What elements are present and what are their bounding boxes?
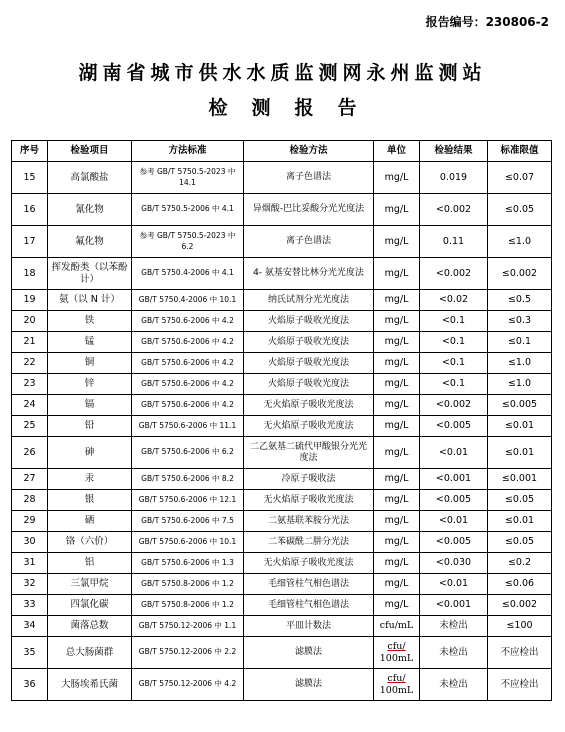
cell-standard: GB/T 5750.12-2006 中 1.1 xyxy=(132,616,244,637)
cell-no: 23 xyxy=(12,374,48,395)
cell-result: <0.005 xyxy=(420,416,488,437)
cell-limit: ≤0.01 xyxy=(488,511,552,532)
header-item: 检验项目 xyxy=(48,141,132,162)
cell-no: 21 xyxy=(12,332,48,353)
table-row xyxy=(12,511,552,532)
cell-method: 二乙氨基二硫代甲酸银分光光度法 xyxy=(244,437,374,469)
cell-unit: mg/L xyxy=(374,258,420,290)
cell-standard: GB/T 5750.4-2006 中 4.1 xyxy=(132,258,244,290)
cell-unit: mg/L xyxy=(374,311,420,332)
cell-limit: ≤0.01 xyxy=(488,416,552,437)
cell-standard: GB/T 5750.6-2006 中 4.2 xyxy=(132,353,244,374)
cell-item: 银 xyxy=(48,490,132,511)
cell-limit: ≤0.5 xyxy=(488,290,552,311)
cell-result: <0.001 xyxy=(420,469,488,490)
unit-fraction xyxy=(380,641,413,665)
table-row xyxy=(12,437,552,469)
cell-method: 二苯碳酰二肼分光法 xyxy=(244,532,374,553)
cell-method: 火焰原子吸收光度法 xyxy=(244,374,374,395)
cell-unit: mg/L xyxy=(374,490,420,511)
cell-limit: ≤0.002 xyxy=(488,258,552,290)
cell-standard: GB/T 5750.6-2006 中 7.5 xyxy=(132,511,244,532)
table-row xyxy=(12,669,552,701)
cell-unit: mg/L xyxy=(374,553,420,574)
cell-unit: mg/L xyxy=(374,162,420,194)
cell-no: 16 xyxy=(12,194,48,226)
cell-standard: GB/T 5750.6-2006 中 11.1 xyxy=(132,416,244,437)
cell-item: 氟化物 xyxy=(48,226,132,258)
cell-result: 0.11 xyxy=(420,226,488,258)
table-header-row xyxy=(12,141,552,162)
header-method: 检验方法 xyxy=(244,141,374,162)
cell-method: 毛细管柱气相色谱法 xyxy=(244,595,374,616)
cell-result: <0.01 xyxy=(420,511,488,532)
cell-method: 异烟酸-巴比妥酸分光光度法 xyxy=(244,194,374,226)
cell-item: 汞 xyxy=(48,469,132,490)
table-row xyxy=(12,416,552,437)
cell-standard: GB/T 5750.6-2006 中 12.1 xyxy=(132,490,244,511)
cell-item: 锰 xyxy=(48,332,132,353)
cell-limit: ≤0.01 xyxy=(488,437,552,469)
cell-result: <0.1 xyxy=(420,332,488,353)
cell-item: 挥发酚类（以苯酚计） xyxy=(48,258,132,290)
cell-item: 铁 xyxy=(48,311,132,332)
cell-no: 19 xyxy=(12,290,48,311)
report-number: 报告编号：230806-2 xyxy=(425,15,549,29)
cell-limit: ≤0.3 xyxy=(488,311,552,332)
cell-result: 0.019 xyxy=(420,162,488,194)
cell-item: 氨（以 N 计） xyxy=(48,290,132,311)
cell-no: 33 xyxy=(12,595,48,616)
table-row xyxy=(12,553,552,574)
report-title: 湖南省城市供水水质监测网永州监测站 xyxy=(78,62,487,84)
cell-unit: mg/L xyxy=(374,574,420,595)
cell-limit: ≤0.06 xyxy=(488,574,552,595)
cell-method: 二氨基联苯胺分光法 xyxy=(244,511,374,532)
cell-result: <0.01 xyxy=(420,574,488,595)
cell-limit: 不应检出 xyxy=(488,669,552,701)
cell-no: 36 xyxy=(12,669,48,701)
cell-method: 火焰原子吸收光度法 xyxy=(244,311,374,332)
cell-item: 三氯甲烷 xyxy=(48,574,132,595)
table-row xyxy=(12,226,552,258)
header-no: 序号 xyxy=(12,141,48,162)
table-row xyxy=(12,162,552,194)
table-row xyxy=(12,258,552,290)
table-row xyxy=(12,332,552,353)
cell-no: 25 xyxy=(12,416,48,437)
cell-method: 滤膜法 xyxy=(244,637,374,669)
cell-item: 锌 xyxy=(48,374,132,395)
cell-method: 火焰原子吸收光度法 xyxy=(244,332,374,353)
cell-unit: mg/L xyxy=(374,194,420,226)
cell-result: <0.002 xyxy=(420,194,488,226)
unit-denominator: 100mL xyxy=(379,684,414,696)
cell-method: 毛细管柱气相色谱法 xyxy=(244,574,374,595)
cell-result: 未检出 xyxy=(420,616,488,637)
table-row xyxy=(12,490,552,511)
cell-unit: mg/L xyxy=(374,290,420,311)
cell-item: 菌落总数 xyxy=(48,616,132,637)
cell-no: 24 xyxy=(12,395,48,416)
header-limit: 标准限值 xyxy=(488,141,552,162)
cell-limit: 不应检出 xyxy=(488,637,552,669)
cell-item: 铅 xyxy=(48,416,132,437)
cell-unit: mg/L xyxy=(374,332,420,353)
cell-result: 未检出 xyxy=(420,669,488,701)
cell-result: <0.030 xyxy=(420,553,488,574)
cell-result: 未检出 xyxy=(420,637,488,669)
cell-limit: ≤0.05 xyxy=(488,532,552,553)
cell-no: 27 xyxy=(12,469,48,490)
cell-no: 20 xyxy=(12,311,48,332)
results-table xyxy=(11,140,552,701)
cell-no: 31 xyxy=(12,553,48,574)
cell-standard: GB/T 5750.6-2006 中 10.1 xyxy=(132,532,244,553)
cell-item: 镉 xyxy=(48,395,132,416)
cell-standard: GB/T 5750.6-2006 中 4.2 xyxy=(132,374,244,395)
cell-method: 无火焰原子吸收光度法 xyxy=(244,395,374,416)
table-row xyxy=(12,290,552,311)
cell-standard: GB/T 5750.5-2006 中 4.1 xyxy=(132,194,244,226)
cell-limit: ≤0.05 xyxy=(488,194,552,226)
cell-standard: GB/T 5750.8-2006 中 1.2 xyxy=(132,574,244,595)
table-row xyxy=(12,574,552,595)
cell-method: 火焰原子吸收光度法 xyxy=(244,353,374,374)
table-row xyxy=(12,311,552,332)
cell-standard: GB/T 5750.6-2006 中 6.2 xyxy=(132,437,244,469)
cell-method: 纳氏试剂分光光度法 xyxy=(244,290,374,311)
report-subtitle: 检测报告 xyxy=(208,97,381,119)
cell-item: 砷 xyxy=(48,437,132,469)
cell-standard: GB/T 5750.8-2006 中 1.2 xyxy=(132,595,244,616)
cell-result: <0.001 xyxy=(420,595,488,616)
cell-standard: GB/T 5750.6-2006 中 4.2 xyxy=(132,311,244,332)
header-standard: 方法标准 xyxy=(132,141,244,162)
cell-unit: mg/L xyxy=(374,511,420,532)
cell-no: 30 xyxy=(12,532,48,553)
cell-limit: ≤0.001 xyxy=(488,469,552,490)
cell-method: 滤膜法 xyxy=(244,669,374,701)
cell-result: <0.005 xyxy=(420,532,488,553)
cell-no: 28 xyxy=(12,490,48,511)
cell-method: 无火焰原子吸收光度法 xyxy=(244,553,374,574)
table-row xyxy=(12,194,552,226)
cell-standard: GB/T 5750.4-2006 中 10.1 xyxy=(132,290,244,311)
table-row xyxy=(12,637,552,669)
table-row xyxy=(12,395,552,416)
cell-method: 平皿计数法 xyxy=(244,616,374,637)
table-row xyxy=(12,353,552,374)
cell-item: 铬（六价） xyxy=(48,532,132,553)
cell-standard: 参考 GB/T 5750.5-2023 中 14.1 xyxy=(132,162,244,194)
cell-item: 铝 xyxy=(48,553,132,574)
cell-standard: GB/T 5750.6-2006 中 4.2 xyxy=(132,395,244,416)
cell-no: 29 xyxy=(12,511,48,532)
table-row xyxy=(12,616,552,637)
cell-no: 35 xyxy=(12,637,48,669)
cell-item: 硒 xyxy=(48,511,132,532)
cell-no: 26 xyxy=(12,437,48,469)
cell-item: 铜 xyxy=(48,353,132,374)
unit-numerator: cfu/ xyxy=(387,672,406,684)
cell-standard: GB/T 5750.6-2006 中 4.2 xyxy=(132,332,244,353)
cell-result: <0.01 xyxy=(420,437,488,469)
cell-result: <0.1 xyxy=(420,374,488,395)
cell-unit: mg/L xyxy=(374,374,420,395)
cell-unit: mg/L xyxy=(374,353,420,374)
cell-result: <0.002 xyxy=(420,258,488,290)
cell-method: 离子色谱法 xyxy=(244,226,374,258)
cell-limit: ≤100 xyxy=(488,616,552,637)
cell-method: 离子色谱法 xyxy=(244,162,374,194)
cell-limit: ≤0.002 xyxy=(488,595,552,616)
cell-standard: GB/T 5750.6-2006 中 1.3 xyxy=(132,553,244,574)
cell-result: <0.002 xyxy=(420,395,488,416)
cell-unit: mg/L xyxy=(374,226,420,258)
cell-method: 无火焰原子吸收光度法 xyxy=(244,416,374,437)
cell-unit: mg/L xyxy=(374,395,420,416)
cell-standard: GB/T 5750.6-2006 中 8.2 xyxy=(132,469,244,490)
cell-item: 氰化物 xyxy=(48,194,132,226)
unit-denominator: 100mL xyxy=(379,652,414,664)
cell-limit: ≤1.0 xyxy=(488,353,552,374)
cell-result: <0.1 xyxy=(420,311,488,332)
cell-no: 15 xyxy=(12,162,48,194)
cell-limit: ≤0.2 xyxy=(488,553,552,574)
cell-method: 冷原子吸收法 xyxy=(244,469,374,490)
cell-limit: ≤0.005 xyxy=(488,395,552,416)
cell-unit: cfu/mL xyxy=(374,616,420,637)
cell-unit: mg/L xyxy=(374,416,420,437)
cell-standard: GB/T 5750.12-2006 中 2.2 xyxy=(132,637,244,669)
cell-no: 34 xyxy=(12,616,48,637)
cell-limit: ≤1.0 xyxy=(488,226,552,258)
cell-result: <0.1 xyxy=(420,353,488,374)
unit-fraction xyxy=(380,673,413,697)
header-unit: 单位 xyxy=(374,141,420,162)
cell-limit: ≤1.0 xyxy=(488,374,552,395)
cell-no: 18 xyxy=(12,258,48,290)
table-row xyxy=(12,595,552,616)
header-result: 检验结果 xyxy=(420,141,488,162)
cell-no: 17 xyxy=(12,226,48,258)
cell-unit xyxy=(374,669,420,701)
cell-unit: mg/L xyxy=(374,532,420,553)
cell-unit: mg/L xyxy=(374,595,420,616)
cell-method: 4- 氨基安替比林分光光度法 xyxy=(244,258,374,290)
cell-item: 高氯酸盐 xyxy=(48,162,132,194)
cell-item: 总大肠菌群 xyxy=(48,637,132,669)
table-row xyxy=(12,532,552,553)
cell-limit: ≤0.05 xyxy=(488,490,552,511)
cell-method: 无火焰原子吸收光度法 xyxy=(244,490,374,511)
table-row xyxy=(12,469,552,490)
cell-result: <0.02 xyxy=(420,290,488,311)
cell-limit: ≤0.1 xyxy=(488,332,552,353)
table-row xyxy=(12,374,552,395)
cell-result: <0.005 xyxy=(420,490,488,511)
cell-unit: mg/L xyxy=(374,437,420,469)
cell-unit: mg/L xyxy=(374,469,420,490)
cell-standard: GB/T 5750.12-2006 中 4.2 xyxy=(132,669,244,701)
cell-no: 22 xyxy=(12,353,48,374)
cell-no: 32 xyxy=(12,574,48,595)
cell-limit: ≤0.07 xyxy=(488,162,552,194)
cell-item: 大肠埃希氏菌 xyxy=(48,669,132,701)
cell-standard: 参考 GB/T 5750.5-2023 中 6.2 xyxy=(132,226,244,258)
cell-unit xyxy=(374,637,420,669)
cell-item: 四氯化碳 xyxy=(48,595,132,616)
unit-numerator: cfu/ xyxy=(387,640,406,652)
